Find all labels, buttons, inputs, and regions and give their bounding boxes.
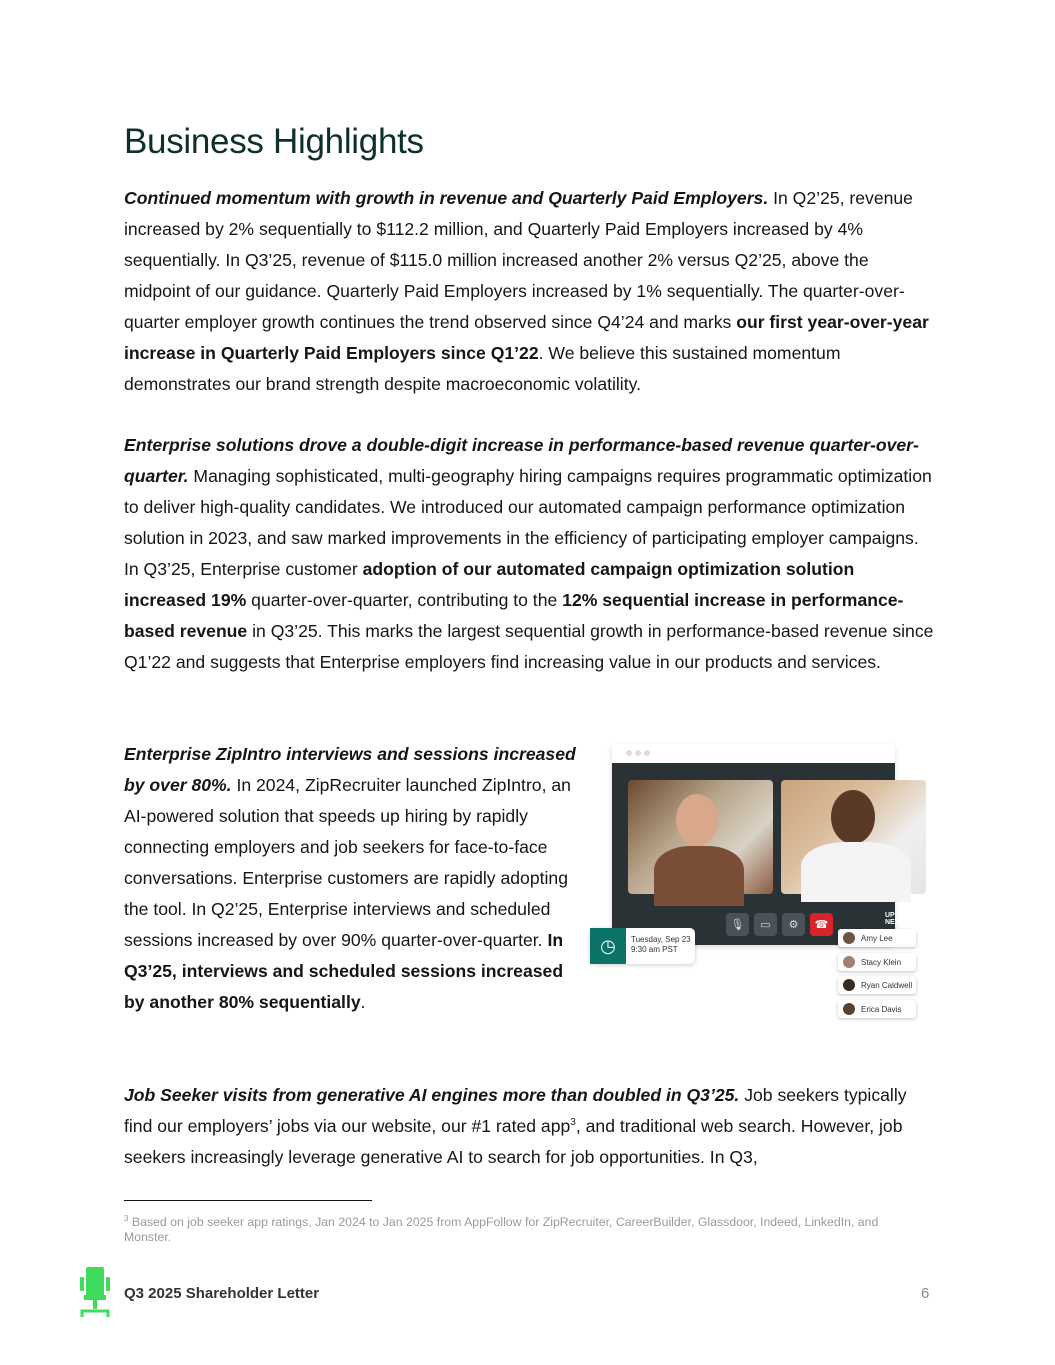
ziprecruiter-chair-logo-icon (78, 1267, 112, 1319)
up-next-person (838, 953, 916, 971)
page-number: 6 (921, 1285, 930, 1302)
paragraph-zipintro (124, 739, 576, 1018)
footnote-divider (124, 1200, 372, 1201)
footer-document-title: Q3 2025 Shareholder Letter (124, 1285, 320, 1302)
avatar (843, 956, 855, 968)
person-name: Stacy Klein (861, 957, 902, 967)
zipintro-video-call-illustration (588, 744, 923, 1024)
up-next-person (838, 1000, 916, 1018)
paragraph-lead: Continued momentum with growth in revenue and Quarterly Paid Employers. (124, 188, 769, 208)
video-tile-man (781, 780, 926, 894)
footnote (124, 1211, 924, 1245)
video-tile-woman (628, 780, 773, 894)
body-text: quarter-over-quarter, contributing to the (246, 590, 563, 610)
person-name: Amy Lee (861, 933, 893, 943)
body-text: , and traditional web search. However, job seekers increasingly leverage generative AI to search for job opportunities. In Q3, (124, 1116, 903, 1167)
footnote-text: Based on job seeker app ratings, Jan 2024 to Jan 2025 from AppFollow for ZipRecruiter, CareerBuilder, Glassdoor, Indeed, LinkedIn, and Monster. (124, 1215, 879, 1245)
footnote-reference: 3 (570, 1117, 576, 1129)
paragraph-generative-ai (124, 1080, 934, 1173)
emphasis-text: In Q3’25, interviews and scheduled sessions increased by another 80% sequentially (124, 930, 564, 1012)
settings-gear-icon: ⚙ (782, 913, 805, 936)
emphasis-text: 12% sequential increase in performance-based revenue (124, 590, 904, 641)
person-name: Ryan Caldwell (861, 980, 913, 990)
up-next-label: UP NEXT: (885, 912, 906, 926)
body-text: In 2024, ZipRecruiter launched ZipIntro, an AI-powered solution that speeds up hiring by rapidly connecting employers and job seekers for face-to-face conversations. Enterprise customers are rapidly adopting the tool. In Q2’25, Enterprise interviews and scheduled sessions increased by over 90% quarter-over-quarter. (124, 775, 571, 950)
person-name: Erica Davis (861, 1004, 902, 1014)
microphone-icon: 🎙 (726, 913, 749, 936)
paragraph-revenue-momentum (124, 183, 934, 400)
body-text: in Q3’25. This marks the largest sequential growth in performance-based revenue since Q1’22 and suggests that Enterprise employers find increasing value in our products and services. (124, 621, 934, 672)
paragraph-lead: Job Seeker visits from generative AI engines more than doubled in Q3’25. (124, 1085, 740, 1105)
avatar (843, 1003, 855, 1015)
footnote-mark: 3 (124, 1214, 129, 1223)
scheduled-time-card (590, 928, 695, 964)
camera-icon: ▭ (754, 913, 777, 936)
avatar (843, 979, 855, 991)
paragraph-lead: Enterprise solutions drove a double-digit increase in performance-based revenue quarter-over-quarter. (124, 435, 919, 486)
up-next-person (838, 976, 916, 994)
scheduled-date: Tuesday, Sep 23 (631, 935, 691, 944)
clock-icon: ◷ (590, 928, 626, 964)
emphasis-text: our first year-over-year increase in Quarterly Paid Employers since Q1’22 (124, 312, 929, 363)
scheduled-time: 9:30 am PST (631, 945, 678, 954)
paragraph-lead: Enterprise ZipIntro interviews and sessions increased by over 80%. (124, 744, 576, 795)
body-text: In Q2’25, revenue increased by 2% sequentially to $112.2 million, and Quarterly Paid Employers increased by 4% sequentially. In Q3’25, revenue of $115.0 million increased another 2% versus Q2’25, above the midpoint of our guidance. Quarterly Paid Employers increased by 1% sequentially. The quarter-over-quarter employer growth continues the trend observed since Q4’24 and marks (124, 188, 913, 332)
avatar (843, 932, 855, 944)
body-text: . (360, 992, 366, 1012)
body-text: Managing sophisticated, multi-geography hiring campaigns requires programmatic optimization to deliver high-quality candidates. We introduced our automated campaign performance optimization solution in 2023, and saw marked improvements in the efficiency of participating employer campaigns. In Q3’25, Enterprise customer (124, 466, 932, 579)
paragraph-enterprise-solutions (124, 430, 934, 678)
up-next-person (838, 929, 916, 947)
video-call-window (612, 744, 906, 945)
end-call-icon: ☎ (810, 913, 833, 936)
body-text: Job seekers typically find our employers’ jobs via our website, our #1 rated app (124, 1085, 907, 1136)
page-title: Business Highlights (124, 122, 424, 161)
body-text: . We believe this sustained momentum demonstrates our brand strength despite macroeconomic volatility. (124, 343, 841, 394)
window-titlebar (612, 744, 895, 763)
emphasis-text: adoption of our automated campaign optimization solution increased 19% (124, 559, 855, 610)
